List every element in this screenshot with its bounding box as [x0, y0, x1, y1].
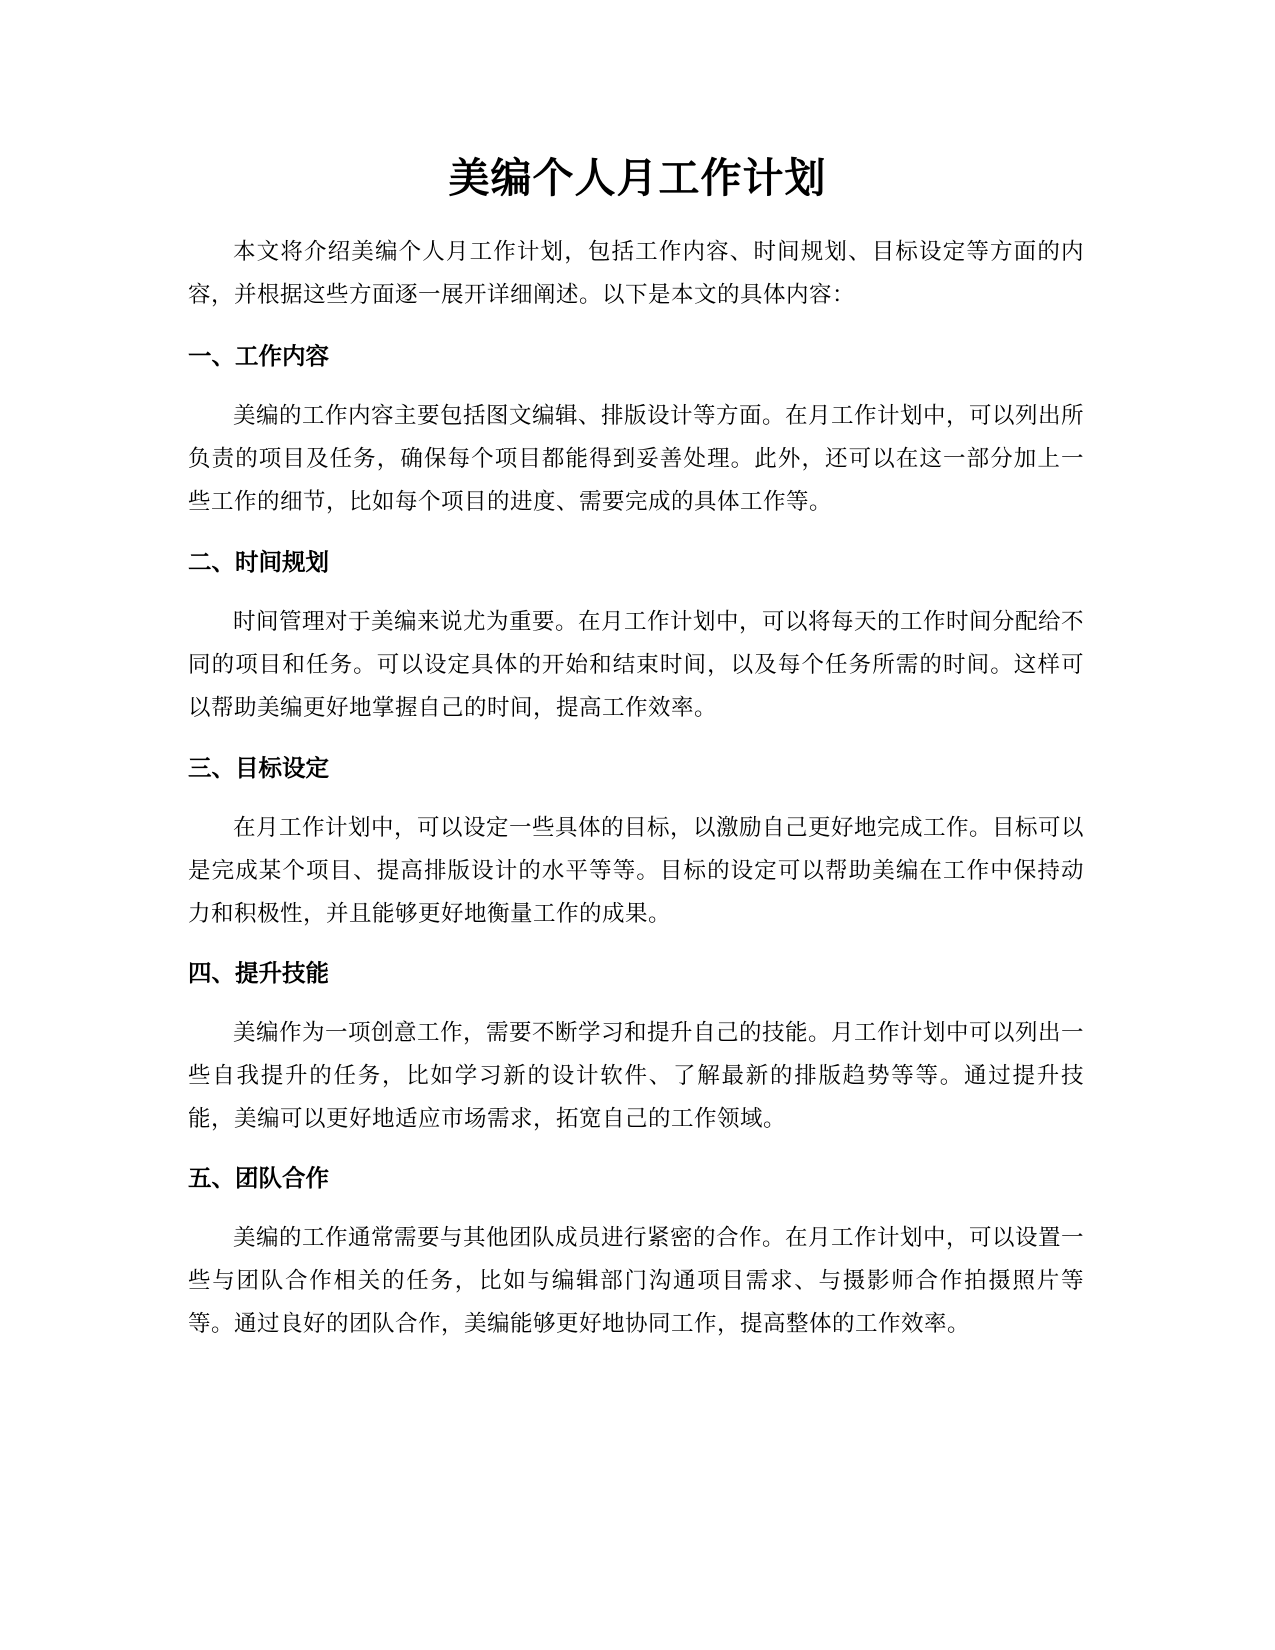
section-heading-goal-setting: 三、目标设定: [188, 754, 329, 782]
section-body-work-content: 美编的工作内容主要包括图文编辑、排版设计等方面。在月工作计划中，可以列出所负责的项目及任务，确保每个项目都能得到妥善处理。此外，还可以在这一部分加上一些工作的细节，比如每个项目的进度、需要完成的具体工作等。: [188, 403, 1085, 515]
section-body-time-planning: 时间管理对于美编来说尤为重要。在月工作计划中，可以将每天的工作时间分配给不同的项目和任务。可以设定具体的开始和结束时间，以及每个任务所需的时间。这样可以帮助美编更好地掌握自己的时间，提高工作效率。: [188, 609, 1085, 721]
section-body-teamwork: 美编的工作通常需要与其他团队成员进行紧密的合作。在月工作计划中，可以设置一些与团队合作相关的任务，比如与编辑部门沟通项目需求、与摄影师合作拍摄照片等等。通过良好的团队合作，美编能够更好地协同工作，提高整体的工作效率。: [188, 1225, 1085, 1337]
section-body-skill-improvement: 美编作为一项创意工作，需要不断学习和提升自己的技能。月工作计划中可以列出一些自我提升的任务，比如学习新的设计软件、了解最新的排版趋势等等。通过提升技能，美编可以更好地适应市场需求，拓宽自己的工作领域。: [188, 1020, 1085, 1132]
section-heading-work-content: 一、工作内容: [188, 342, 329, 370]
intro-paragraph: 本文将介绍美编个人月工作计划，包括工作内容、时间规划、目标设定等方面的内容，并根据这些方面逐一展开详细阐述。以下是本文的具体内容：: [188, 239, 1084, 308]
section-body-goal-setting: 在月工作计划中，可以设定一些具体的目标，以激励自己更好地完成工作。目标可以是完成某个项目、提高排版设计的水平等等。目标的设定可以帮助美编在工作中保持动力和积极性，并且能够更好地衡量工作的成果。: [188, 815, 1085, 927]
document-title: 美编个人月工作计划: [448, 154, 827, 202]
section-heading-teamwork: 五、团队合作: [188, 1164, 329, 1192]
section-heading-skill-improvement: 四、提升技能: [188, 959, 329, 987]
section-heading-time-planning: 二、时间规划: [188, 548, 329, 576]
